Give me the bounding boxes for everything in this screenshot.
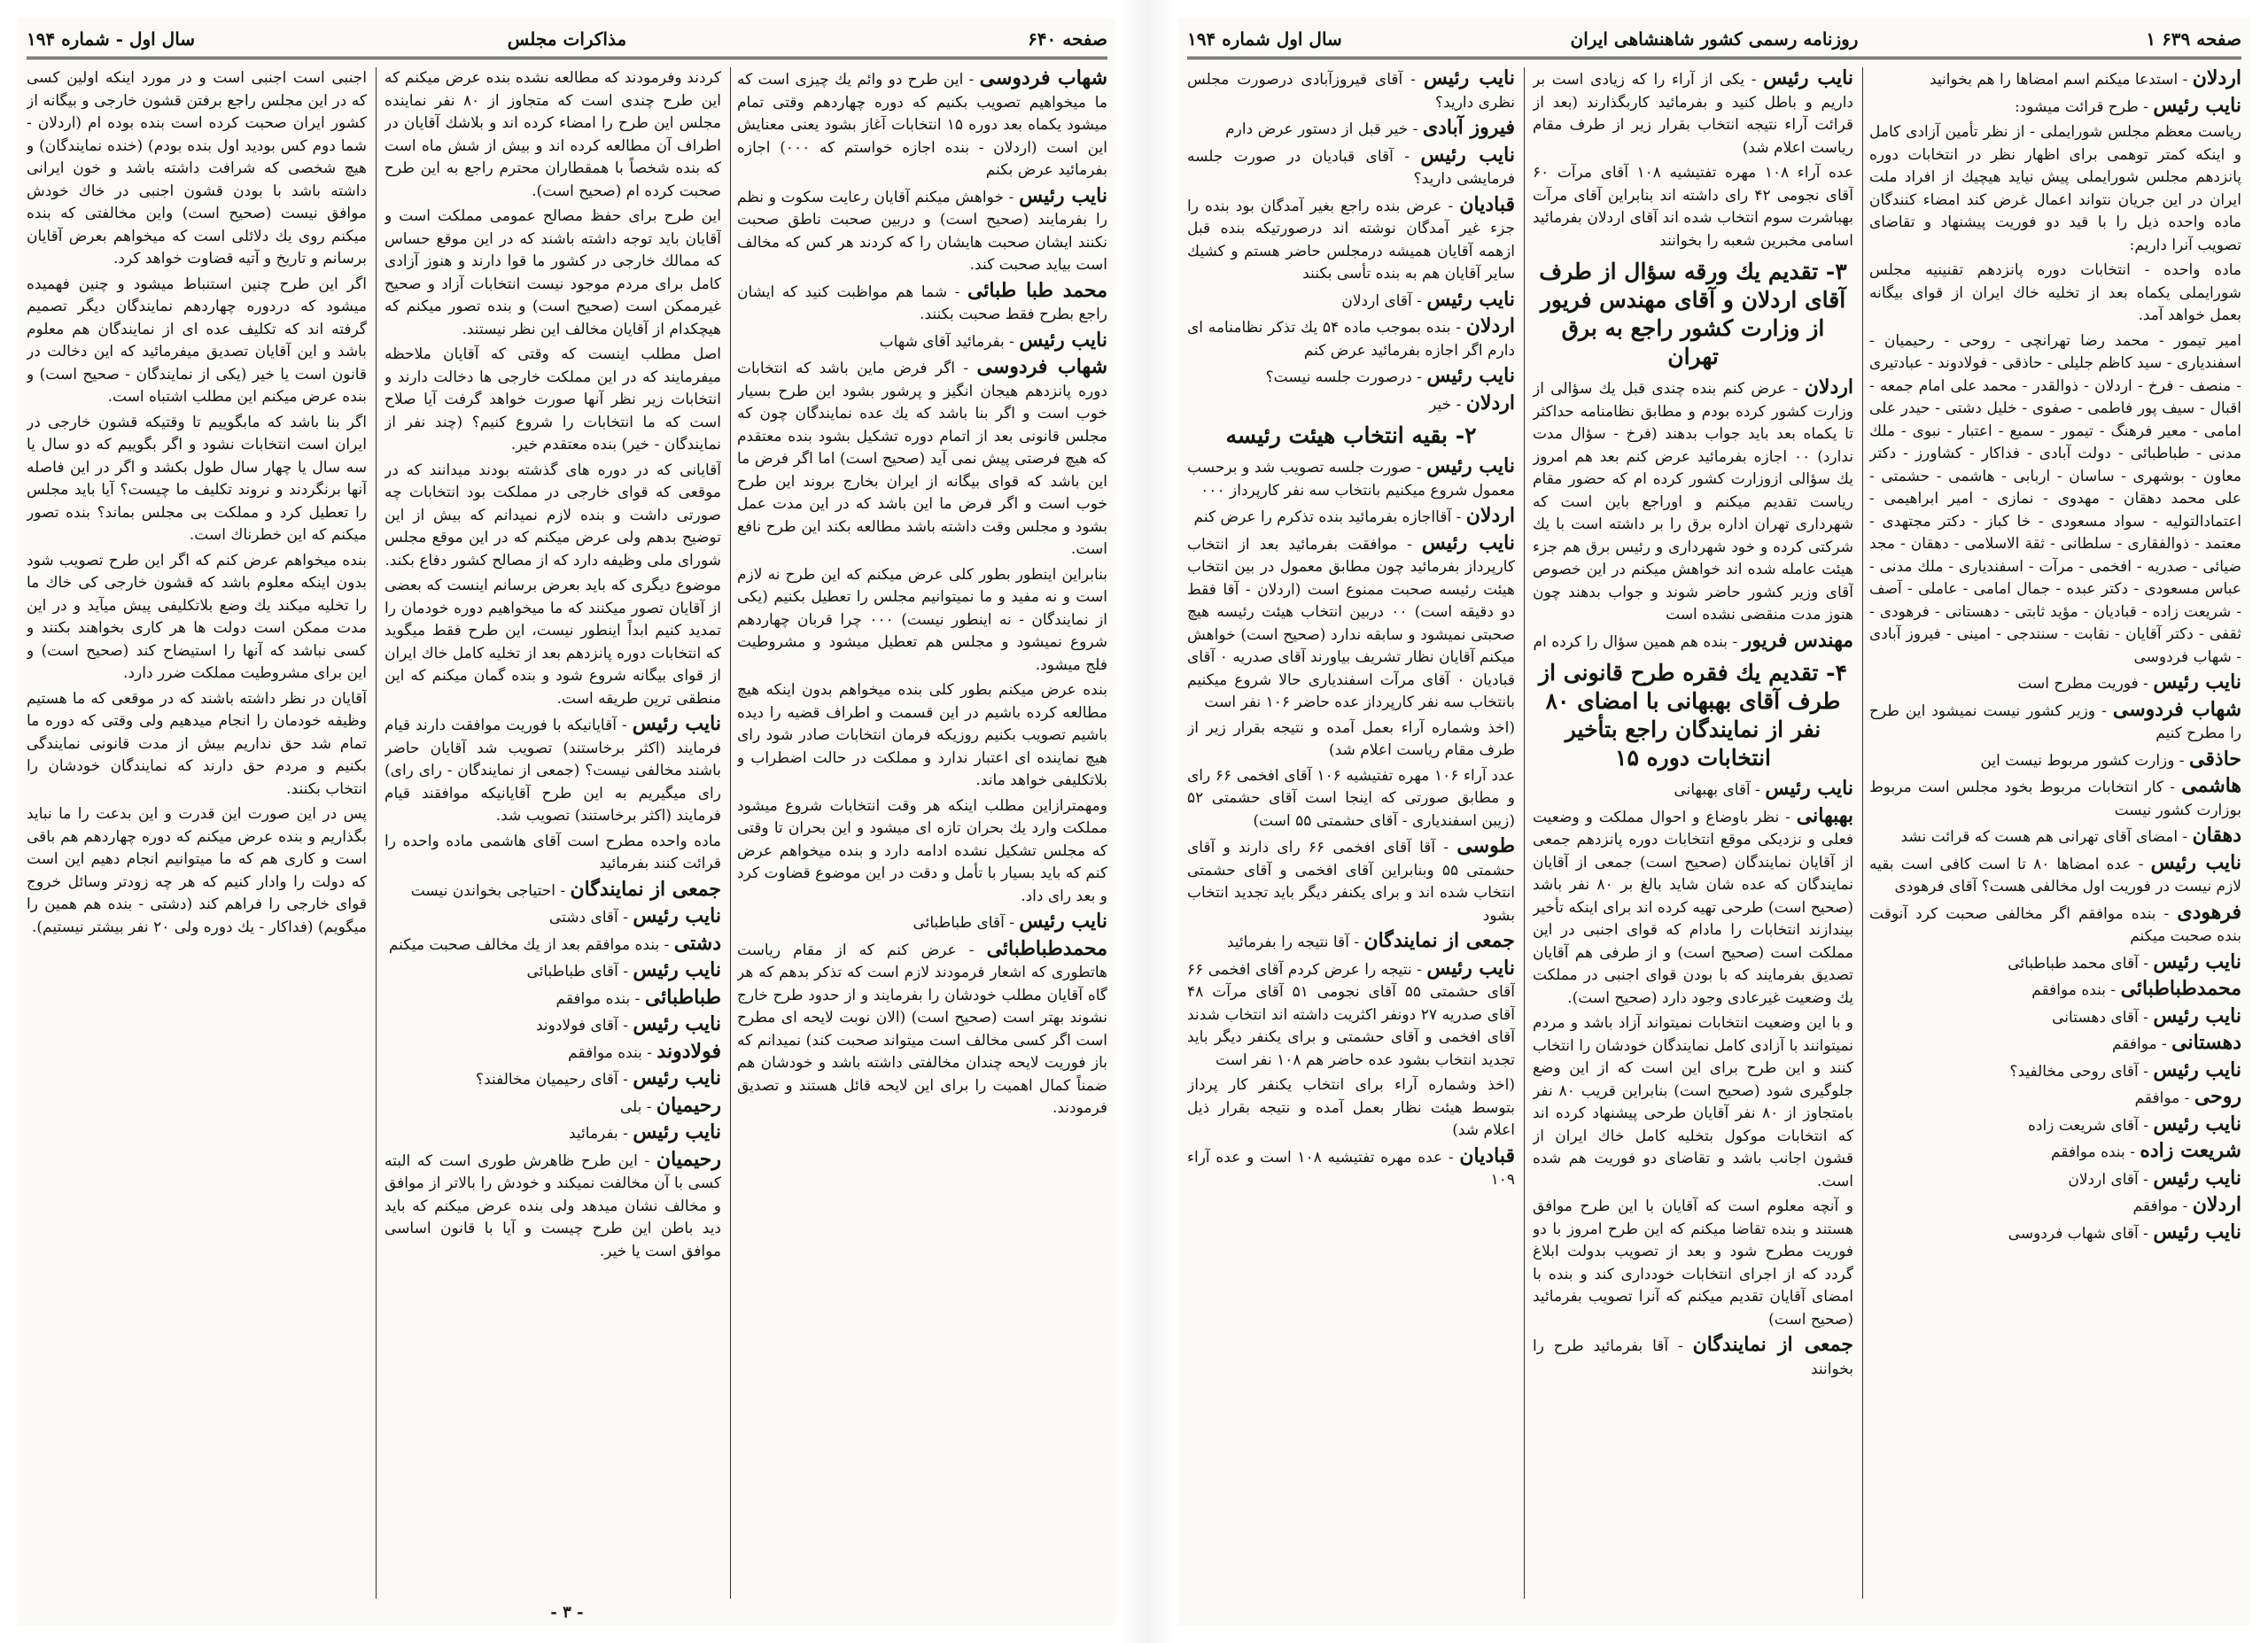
speaker-name: نایب رئیس xyxy=(633,904,721,927)
left-page-header xyxy=(27,25,1107,59)
speaker-name: نایب رئیس xyxy=(1421,531,1515,554)
speech-text: - موافقم xyxy=(2134,1089,2190,1107)
speaker-name: قبادیان xyxy=(1459,1143,1515,1167)
speech-text: - آقای شریعت زاده xyxy=(2027,1116,2148,1135)
speech-text: - آقای دشتی xyxy=(548,909,628,926)
transcript-paragraph xyxy=(737,564,1107,678)
right-page-title: روزنامه رسمی کشور شاهنشاهی ایران xyxy=(1570,28,1859,50)
right-page-issue: سال اول شماره ۱۹۴ xyxy=(1187,28,1342,50)
transcript-paragraph xyxy=(384,575,721,710)
speech-text: - صورت جلسه تصویب شد و برحسب معمول شروع میكنیم بانتخاب سه نفر كارپرداز ۰۰۰ xyxy=(1187,459,1515,500)
speech-text: این طرح برای حفظ مصالح عمومی مملكت است و آقایان باید توجه داشته باشند كه در این موقع حساس كه ممالك خارجی در كشور ما قوا دارند و هنوز آزادی كامل برای مردم موجود نیست انتخابات آزاد و صحیح غیرممكن است (صحیح است) و بنده تصور میكنم كه هیچكدام از آقایان مخالف این نظر نیستند. xyxy=(384,207,721,338)
transcript-paragraph xyxy=(1187,289,1515,314)
right-column-right xyxy=(1187,67,1515,1599)
speech-text: - عرض كنم كه از مقام ریاست هاتطورى كه اشعار فرمودند لازم است كه تذكر بدهم كه هر گاه آقایان مطلب خودشان را بفرمایند و از حدود طرح خارج نشوند بهتر است (صحیح است) (الان نوبت لایحه ای مطرح است اگر كسی مخالف است میتواند صحبت كند) نمیدانم كه باز فوریت لایحه چندان مخالفتی داشته باشد و خودشان هم ضمناً كمال اهمیت را برای این لایحه قائل هستند و تصدیق فرمودند. xyxy=(737,941,1107,1117)
transcript-paragraph xyxy=(737,329,1107,354)
transcript-paragraph xyxy=(1187,765,1515,833)
speech-text: - موافقت بفرمائید بعد از انتخاب كارپرداز بفرمائید چون مطابق معمول در بین انتخاب هیئت رئیسه صحبت ممنوع است (اردلان - آقا فقط دو دقیقه است) ۰۰ دربین انتخاب هیئت رئیسه هیچ صحبتی نمیشود و سابقه ندارد (صحیح است) خواهش میكنم آقایان نظار تشریف بیاورند آقای صدریه ۰ آقای قبادیان ۰ آقای مرآت اسفندیاری حالا شروع میكنیم بانتخاب سه نفر كارپرداز عده حاضر ۱۰۶ نفر است xyxy=(1187,535,1515,711)
transcript-paragraph xyxy=(384,1013,721,1038)
transcript-paragraph xyxy=(384,205,721,341)
speech-text: - بنده موافقم xyxy=(2031,981,2117,999)
speech-text: - آقا بفرمائید طرح را بخوانند xyxy=(1533,1337,1853,1378)
transcript-paragraph xyxy=(384,1149,721,1264)
column-divider xyxy=(730,67,731,1599)
speech-text: كردند وفرمودند كه مطالعه نشده بنده عرض میكنم كه این طرح چندی است كه متجاوز از ۸۰ نفر نماینده مجلس این طرح را امضاء كرده اند و بلاشك آقایان در اطراف آن مطالعه كرده اند و بیش از شش ماه است كه بنده شخصاً با همقطاران محترم راجع به این طرح صحبت كرده ام (صحیح است). xyxy=(384,69,721,200)
speech-text: - اگر فرض ماین باشد كه انتخابات دوره پانزدهم هیجان انگیز و پرشور بشود این طرح بسیار خوب است و اگر بنا باشد كه یك عده نمایندگان چون كه مجلس قانونی بعد از اتمام دوره تشکیل بشود بنده معتقدم كه هیچ فرصتی پیش نمی آید (صحیح است) اما اگر فرض ما این باشد كه قوای بیگانه از ایران بخارج بروند این طرح خوب است و اگر فرض ما این باشد كه در این مدت عمل بشود و مجلس وقت داشته باشد مطالعه بكند این طرح نافع است. xyxy=(737,360,1107,558)
left-column-left xyxy=(27,67,367,1599)
speaker-name: نایب رئیس xyxy=(1426,364,1515,387)
speaker-name: نایب رئیس xyxy=(1019,328,1107,352)
section-heading: ۲- بقیه انتخاب هیئت رئیسه xyxy=(1225,422,1477,448)
speech-text: - بنده بموجب ماده ۵۴ یك تذكر نظامنامه ای دارم اگر اجازه بفرمائید عرض كنم xyxy=(1187,319,1515,360)
speech-text: - شما هم مواظبت كنید كه ایشان راجع بطرح فقط صحبت بكنند. xyxy=(737,283,1107,323)
speech-text: بنده میخواهم عرض كنم كه اگر این طرح تصویب شود بدون اینكه معلوم باشد كه قشون خارجی كی خاك ما را تخلیه میكند یك وضع بلاتكلیفی پیش میآید و در این مدت ممكن است دولت ها هر كاری بخواهند بكنند و كسی نباشد كه آنها را استیضاح كند (صحیح است) و این برای مشروطیت مملكت ضرر دارد. xyxy=(27,551,367,682)
speaker-name: طوسی xyxy=(1456,834,1515,857)
speaker-name: محمد طبا طبائی xyxy=(967,278,1107,302)
transcript-paragraph xyxy=(1533,376,1853,627)
speech-text: - بنده موافقم اگر مخالفی صحبت كرد آنوقت بنده صحبت میكنم xyxy=(1869,904,2241,945)
transcript-paragraph xyxy=(384,344,721,457)
speaker-name: شهاب فردوسی xyxy=(976,355,1107,378)
speech-text: - بنده موافقم xyxy=(555,989,641,1008)
transcript-paragraph xyxy=(737,911,1107,935)
speech-text: - بفرمائید xyxy=(569,1125,628,1143)
speech-text: - آقای روحی مخالفید؟ xyxy=(2009,1062,2148,1081)
transcript-paragraph xyxy=(1869,671,2241,696)
transcript-paragraph xyxy=(384,713,721,828)
transcript-paragraph xyxy=(384,959,721,984)
speech-text: - طرح قرائت میشود: xyxy=(2014,97,2148,116)
column-divider xyxy=(1524,67,1525,1599)
speech-text: ریاست معظم مجلس شورایملی - از نظر تأمین آزادی كامل و اینكه كمتر توهمی برای اظهار نظر در انتخابات دوره پانزدهم مجلس شورایملی پیش نیاید هیچیك از افراد ملت ایران در این جریان نتواند اعمال غرض كند امضاء كنندگان ماده واحده ذیل را با قید دو فوریت پیشنهاد و تقاضای تصویب آنرا داریم: xyxy=(1869,123,2241,254)
speech-text: و با این وضعیت انتخابات نمیتواند آزاد باشد و مردم نمیتوانند با آزادی كامل نمایندگان خودشان را انتخاب كنند و این طرح برای این است كه از این وضع جلوگیری شود (صحیح است) بنابراین قریب ۸۰ نفر بامتجاوز از ۸۰ نفر آقایان طرحی پیشنهاد كرده اند كه انتخابات موكول بتخلیه كامل خاك ایران از قشون اجانب باشد و تقاضای دو فوریت هم شده است. xyxy=(1533,1014,1853,1190)
speaker-name: نایب رئیس xyxy=(2153,1004,2241,1027)
section-heading: ۴- تقدیم یك فقره طرح قانونی از طرف آقای بهبهانی با امضای ۸۰ نفر از نمایندگان راجع بتأخیر انتخابات دوره ۱۵ xyxy=(1539,660,1847,771)
speaker-name: نایب رئیس xyxy=(2153,1058,2241,1081)
binding-gutter xyxy=(1121,0,1174,1643)
right-column-middle xyxy=(1533,67,1853,1599)
speech-text: - بنده موافقم بعد از یك مخالف صحبت میكنم xyxy=(388,935,670,954)
speech-text: - بنده موافقم xyxy=(2051,1143,2135,1161)
left-page-title: مذاکرات مجلس xyxy=(507,28,627,50)
speech-text: عده آراء ۱۰۸ مهره تفتیشیه ۱۰۸ آقای مرآت ۶۰ آقای نجومی ۴۲ رای داشته اند بنابراین آقای مرآت بهباشرت سوم انتخاب شده اند آقای اردلان بفرمائید اسامی مخبرین شعبه را بخوانند xyxy=(1533,164,1853,250)
transcript-paragraph xyxy=(1869,1113,2241,1138)
transcript-paragraph xyxy=(1187,365,1515,390)
speaker-name: شهاب فردوسی xyxy=(979,67,1107,89)
speaker-name: نایب رئیس xyxy=(2153,1112,2241,1135)
speaker-name: شریعت زاده xyxy=(2140,1139,2241,1162)
transcript-paragraph xyxy=(1533,1012,1853,1193)
transcript-paragraph xyxy=(1187,315,1515,362)
speech-text: بنده عرض میكنم بطور كلی بنده میخواهم بدون اینكه هیچ مطالعه كرده باشیم در این قسمت و اطراف قضیه را دیده باشیم تصویب بكنیم روزیكه فرمان انتخابات صادر شود رای هیچ نماینده ای اعتبار ندارد و مملكت در حالت اضطراب و بلاتكلیفی خواهد ماند. xyxy=(737,681,1107,789)
speaker-name: نایب رئیس xyxy=(1019,183,1107,207)
transcript-paragraph xyxy=(27,274,367,409)
left-column-right xyxy=(737,67,1107,1599)
speech-text: اصل مطلب اینست كه وقتی كه آقایان ملاحظه میفرمایند كه در این مملكت خارجی ها دخالت دارند و انتخابات زیر نظر آنها صورت خواهد گرفت آیا صلاح است كه ما انتخابات را شروع كنیم؟ (چند نفر از نمایندگان - خیر) بنده معتقدم خیر. xyxy=(384,345,721,453)
transcript-paragraph xyxy=(1869,1167,2241,1192)
speaker-name: اردلان xyxy=(2192,1193,2241,1216)
transcript-paragraph xyxy=(384,1095,721,1120)
speech-text: عدد آراء ۱۰۶ مهره تفتیشیه ۱۰۶ آقای افخمی ۶۶ رای و مطابق صورتی كه اینجا است آقای حشمتی ۵۲ (زیبن اسفندیاری - آقای حشمتی ۵۵ است) xyxy=(1187,766,1515,830)
speech-text: اگر این طرح چنین استنباط میشود و چنین فهمیده میشود كه دردوره چهاردهم نمایندگان دیگر تصمیم گرفته اند كه تكلیف عده ای از نمایندگان هم معلوم باشد و این آقایان تصدیق میفرمائید كه این دخالت در قانون است یا خیر (یكی از نمایندگان - صحیح است) و بنده عرض میكنم این مطلب اشتباه است. xyxy=(27,275,367,406)
speaker-name: بهبهانی xyxy=(1796,803,1853,827)
speaker-name: نایب رئیس xyxy=(2153,1220,2241,1244)
transcript-paragraph xyxy=(737,67,1107,182)
transcript-paragraph xyxy=(384,879,721,903)
speaker-name: نایب رئیس xyxy=(2153,949,2241,973)
transcript-paragraph xyxy=(737,795,1107,909)
speaker-name: نایب رئیس xyxy=(1423,67,1515,89)
transcript-paragraph xyxy=(1869,1140,2241,1165)
speech-text: - آقا نتیجه را بفرمائید xyxy=(1226,934,1360,951)
speech-text: ماده واحده مطرح است آقای هاشمی ماده واحده را قرائت كنند بفرمائید xyxy=(384,832,721,872)
speaker-name: دشتی xyxy=(673,931,721,955)
speaker-name: محمدطباطبائی xyxy=(986,936,1107,960)
transcript-paragraph xyxy=(737,280,1107,327)
speech-text: - عرض بنده راجع بغیر آمدگان بود بنده را جزء غیر آمدگان نوشته اند درصورتیكه بنده قبل ازهمه آقایان همیشه درمجلس حاضر هستم و كشیك سایر آقایان هم به بنده تأسی بكنند xyxy=(1187,197,1515,283)
speech-text: - بلی xyxy=(619,1097,652,1116)
transcript-paragraph xyxy=(1187,144,1515,191)
speaker-name: نایب رئیس xyxy=(633,1066,721,1089)
transcript-paragraph xyxy=(384,1067,721,1092)
speaker-name: نایب رئیس xyxy=(1765,777,1853,800)
transcript-paragraph xyxy=(27,803,367,939)
speech-text: - عده امضاها ۸۰ تا است كافی است بقیه لازم نیست در فوریت اول مخالفی هست؟ آقای فرهودی xyxy=(1869,855,2241,895)
speech-text: - آقای دهستانی xyxy=(2052,1008,2148,1027)
right-page-number: ۱ صفحه ۶۳۹ xyxy=(2146,28,2241,50)
speech-text: - موافقم xyxy=(2111,1035,2167,1053)
speech-text: - یكی از آراء را كه زیادی است بر داریم و باطل كنید و بفرمائید كاربگذارند (بعد از قرائت آراء نتیجه انتخاب بقرار زیر از طرف مقام ریاست اعلام شد) xyxy=(1533,71,1853,157)
speaker-name: نایب رئیس xyxy=(1426,287,1515,311)
speech-text: - آقای طباطبائی xyxy=(913,914,1014,932)
transcript-paragraph xyxy=(1869,775,2241,822)
transcript-paragraph xyxy=(1187,532,1515,715)
speech-text: موضوع دیگری كه باید بعرض برسانم اینست كه بعضی از آقایان تصور میكنند كه ما میخواهیم دوره خودمان را تمدید كنیم ابداً اینطور نیست، این طرح فقط میگوید كه انتخابات دوره پانزدهم بعد از تخلیه كامل خاك ایران از قوای بیگانه شروع شود و بنده گمان میكنم كه این منطقی ترین طریقه است. xyxy=(384,577,721,708)
speech-text: - این طرح دو وائم یك چیزی است كه ما میخواهیم تصویب بكنیم كه دوره چهاردهم وقتی تمام میشود یكماه بعد دوره ۱۵ انتخابات آغاز بشود یعنی معنایش این است (اردلان - بنده اجازه خواستم كه ۰۰۰) اجازه بفرمائید عرض بكنم xyxy=(737,71,1107,179)
transcript-paragraph xyxy=(1187,117,1515,142)
speech-text: بنابراین اینطور بطور كلی عرض میكنم كه این طرح نه لازم است و نه مفید و ما نمیتوانیم مجلس را تعطیل بكنیم (یكی از نمایندگان - نه اینطور نیست) ۰۰۰ چرا قربان چهاردهم شروع نمیشود و مجلس هم تعطیل میشود و مشروطیت فلج میشود. xyxy=(737,565,1107,674)
transcript-paragraph xyxy=(384,987,721,1011)
speaker-name: نایب رئیس xyxy=(2153,670,2241,694)
speech-text: - وزارت كشور مربوط نیست این xyxy=(1980,751,2185,770)
transcript-paragraph xyxy=(384,831,721,876)
speech-text: (اخذ وشماره آراء برای انتخاب یكنفر كار پرداز بتوسط هیئت نظار بعمل آمده و نتیجه بقرار ذیل اعلام شد) xyxy=(1187,1076,1515,1139)
speech-text: آقایان در نظر داشته باشند كه در موقعی كه ما هستیم وظیفه خودمان را انجام میدهیم ولی وقتی كه دوره ما تمام شد حق نداریم بیش از مدت قانونی نمایندگی بكنیم و مردم حق دارند كه نمایندگان خودشان را انتخاب بكنند. xyxy=(27,689,367,798)
speaker-name: اردلان xyxy=(1804,376,1853,399)
speaker-name: روحی xyxy=(2194,1085,2241,1108)
speech-text: - درصورت جلسه نیست؟ xyxy=(1265,368,1422,386)
section-heading: ۳- تقدیم یك ورقه سؤال از طرف آقای اردلان و آقای مهندس فریور از وزارت كشور راجع به برق تهران xyxy=(1539,259,1847,369)
speech-text: - بنده موافقم xyxy=(568,1043,653,1062)
speech-text: - آقایانیكه با فوریت موافقت دارند قیام فرمایند (اکثر برخاستند) تصویب شد آقایان حاضر باشند مخالفی نیست؟ (جمعی از نمایندگان - رای رای) رای میگیریم به این طرح آقایانیكه موافقند قیام فرمایند (اکثر برخاستند) تصویب شد. xyxy=(384,717,721,825)
transcript-paragraph xyxy=(384,933,721,957)
speaker-name: جمعی از نمایندگان xyxy=(1692,1333,1853,1356)
right-page-header xyxy=(1187,25,2241,59)
transcript-paragraph xyxy=(1869,825,2241,849)
transcript-paragraph xyxy=(384,67,721,203)
speech-text: - استدعا میكنم اسم امضاها را هم بخوانید xyxy=(1929,71,2188,89)
speaker-name: نایب رئیس xyxy=(633,1120,721,1143)
speech-text: - عده مهره تفتیشیه ۱۰۸ است و عده آراء ۱۰۹ xyxy=(1187,1148,1515,1189)
transcript-paragraph xyxy=(1187,392,1515,417)
speaker-name: رحیمیان xyxy=(656,1093,721,1117)
column-divider xyxy=(376,67,377,1599)
transcript-paragraph xyxy=(1869,121,2241,257)
speech-text: - بفرمائید آقای شهاب xyxy=(879,332,1014,351)
transcript-paragraph xyxy=(1187,505,1515,530)
transcript-paragraph xyxy=(1187,835,1515,927)
transcript-paragraph xyxy=(1187,717,1515,763)
transcript-paragraph xyxy=(1533,805,1853,1011)
speech-text: - نتیجه را عرض كردم آقای افخمی ۶۶ آقای حشمتی ۵۵ آقای نجومی ۵۱ آقای مرآت ۴۸ آقای صدریه ۲۷ دونفر اكثریت داشته اند انتخاب شدند آقای افخمی و آقای حشمتی و برای یكنفر دیگر باید تجدید انتخاب بشود عده حاضر هم ۱۰۸ نفر است xyxy=(1187,960,1515,1069)
speaker-name: نایب رئیس xyxy=(2153,1166,2241,1190)
transcript-paragraph xyxy=(737,938,1107,1120)
transcript-paragraph xyxy=(384,1121,721,1146)
speech-text: - این طرح ظاهرش طوری است كه البته كسی با آن مخالفت نمیكند و خودش را بالاتر از موافق و مخالف نشان میدهد ولی بنده عرض میكنم كه باید دید باطن این طرح چیست و آیا با قانون اساسی موافق است یا خیر. xyxy=(384,1151,721,1260)
transcript-paragraph xyxy=(384,905,721,930)
transcript-paragraph xyxy=(1187,1074,1515,1143)
transcript-paragraph xyxy=(1533,778,1853,802)
speaker-name: فیروز آبادی xyxy=(1422,116,1515,139)
speech-text: - بنده هم همین سؤال را كرده ام xyxy=(1533,632,1738,651)
speaker-name: شهاب فردوسی xyxy=(2112,697,2241,721)
left-page xyxy=(18,18,1116,1625)
speaker-name: اردلان xyxy=(2192,67,2241,89)
transcript-paragraph xyxy=(737,679,1107,793)
transcript-paragraph xyxy=(27,688,367,802)
speech-text: پس در این صورت این قدرت و این بدعت را ما نباید بگذاریم و بنده عرض میكنم كه دوره چهاردهم هم باقی است و كاری هم كه ما میتوانیم انجام دهیم این است كه دولت را وادار كنیم كه هر چه زودتر وسائل خروج قوای خارجی را فراهم كند (دشتی - بنده هم همین را میگویم) (فداكار - یك دوره ولی ۲۰ نفر بیشتر نیستیم). xyxy=(27,805,367,936)
transcript-paragraph xyxy=(1869,951,2241,976)
transcript-paragraph xyxy=(1187,67,1515,114)
left-page-issue: سال اول - شماره ۱۹۴ xyxy=(27,28,196,50)
transcript-paragraph xyxy=(384,460,721,573)
transcript-paragraph xyxy=(737,356,1107,562)
speech-text: - نظر باوضاع و احوال مملكت و وضعیت فعلی و نزدیكی موقع انتخابات دوره پانزدهم جمعی از آقایان نمایندگان (صحیح است) جمعی از آقایان نمایندگان كه عده شان شاید بالغ بر ۸۰ نفر باشد (صحیح است) طرحی تهیه كرده اند برای اینكه تأخیر بیندازند انتخابات را مادام كه قوای اجنبی در این مملكت است (صحیح است) و از طرفی هم آقایان تصدیق بفرمایند كه با بودن قوای اجنبی در مملكت یك وضعیت غیرعادی وجود دارد (صحیح است). xyxy=(1533,808,1853,1007)
speaker-name: جمعی از نمایندگان xyxy=(570,877,721,901)
speaker-name: نایب رئیس xyxy=(633,958,721,981)
speech-text: - عرض كنم بنده چندی قبل یك سؤالی از وزارت كشور كرده بودم و مطابق نظامنامه حداكثر تا یكماه بعد باید جواب بدهند (فرخ - سؤال مدت ندارد) ۰۰ اجازه بفرمائید عرض كنم بعد هم امروز یك سؤالی ازوزارت كشور كرده ام كه حضور مقام ریاست تقدیم میكنم و اوراجع باین است كه شهرداری تهران اداره برق را بر داشته است با یك شركتی كرده و خود شهرداری و رئیس برق هم جزء هیئت عامله شده اند خواهش میكنم در این خصوص آقای وزیر كشور حاضر شوند و جواب بدهند چون هنوز مدت منقضی نشده است xyxy=(1533,380,1853,624)
transcript-paragraph xyxy=(1869,260,2241,328)
speech-text: - آقای فیروزآبادی درصورت مجلس نظری دارید؟ xyxy=(1187,71,1515,112)
speaker-name: نایب رئیس xyxy=(1426,454,1515,477)
left-column-middle xyxy=(384,67,721,1599)
speech-text: - امضای آقای تهرانی هم هست كه قرائت نشد xyxy=(1900,828,2188,846)
speaker-name: هاشمی xyxy=(2181,774,2241,797)
speech-text: امیر تیمور - محمد رضا تهرانچی - روحی - رحیمیان - اسفندیاری - سید كاظم جلیلی - حاذقی - فولادوند - عبادتیری - منصف - فرخ - اردلان - ذوالقدر - محمد علی امام جمعه - اقبال - سیف پور فاطمی - صفوی - خلیل دشتی - حیدر علی امامی - معیر فرهنگ - تیمور - سمیع - اعتبار - نبوی - ملك مدنی - طباطبائی - دولت آبادی - فداكار - كشاورز - دكتر معاون - بوشهری - ساسان - اربابی - هاشمی - حشمتی - علی محمد دهقان - مهدوی - نمازی - امیر ابراهیمی - اعتمادالتولیه - سواد مسعودی - خا كباز - دكتر مجتهدی - معتمد - ذوالفقاری - سلطانی - ثقة الاسلامی - دهقان - مجد ضیائی - صدریه - افخمی - مرآت - اسفندیاری - ملك مدنی - عباس مسعودی - دكتر عبده - جمال امامی - عاملی - آصف - شریعت زاده - قبادیان - مؤید ثابتی - دهستانی - فرهودی - ثقفی - دكتر آقایان - نقابت - سنندجی - امینی - فیروز آبادی - شهاب فردوسی xyxy=(1869,331,2241,666)
transcript-paragraph xyxy=(1187,930,1515,955)
speech-text: - وزیر كشور نیست نمیشود این طرح را مطرح كنیم xyxy=(1869,701,2241,742)
transcript-paragraph xyxy=(1187,194,1515,286)
speaker-name: حاذقی xyxy=(2189,747,2241,771)
speaker-name: رحیمیان xyxy=(656,1147,721,1171)
transcript-paragraph xyxy=(1869,978,2241,1003)
speech-text: - آقای اردلان xyxy=(1341,291,1422,310)
speech-text: ومهمترازاین مطلب اینکه هر وقت انتخابات شروع میشود مملکت وارد یك بحران تازه ای میشود و این بحران تا وقتی كه مجلس تشکیل نشده ادامه دارد و بنده میخواهم عرض كنم كه باید بسیار با تأمل و دقت در این موضوع قضاوت كرد و بعد رای داد. xyxy=(737,796,1107,905)
speaker-name: نایب رئیس xyxy=(632,712,721,735)
speaker-name: نایب رئیس xyxy=(1019,910,1107,933)
right-page xyxy=(1178,18,2250,1625)
transcript-paragraph xyxy=(1869,852,2241,899)
speech-text: - كار انتخابات مربوط بخود مجلس است مربوط بوزارت كشور نیست xyxy=(1869,779,2241,819)
speaker-name: دهستانی xyxy=(2171,1031,2241,1054)
transcript-paragraph xyxy=(27,550,367,686)
transcript-paragraph xyxy=(1187,455,1515,502)
transcript-paragraph xyxy=(1533,67,1853,159)
speaker-name: جمعی از نمایندگان xyxy=(1363,929,1515,952)
speaker-name: محمدطباطبائی xyxy=(2120,977,2241,1000)
speaker-name: نایب رئیس xyxy=(633,1012,721,1035)
speech-text: - آقا آقای افخمی ۶۶ رای دارند و آقای حشمتی ۵۵ وبنابراین آقای افخمی و آقای حشمتی انتخاب شده اند و برای یكنفر دیگر باید تجدید انتخاب بشود xyxy=(1187,839,1515,925)
transcript-paragraph xyxy=(1533,630,1853,655)
transcript-paragraph xyxy=(1533,1196,1853,1331)
right-column-left xyxy=(1869,67,2241,1599)
column-divider xyxy=(1862,67,1863,1599)
speech-text: - آقای اردلان xyxy=(2068,1170,2148,1189)
speaker-name: نایب رئیس xyxy=(2150,850,2241,874)
transcript-paragraph xyxy=(1187,1145,1515,1192)
transcript-paragraph xyxy=(27,67,367,271)
speaker-name: نایب رئیس xyxy=(1420,143,1515,167)
speech-text: - آقای قبادیان در صورت جلسه فرمایشی دارید؟ xyxy=(1187,147,1515,188)
speaker-name: طباطبائی xyxy=(644,985,721,1009)
transcript-paragraph xyxy=(1187,957,1515,1073)
transcript-paragraph xyxy=(1869,699,2241,746)
transcript-paragraph xyxy=(1869,67,2241,92)
speaker-name: اردلان xyxy=(1465,391,1515,415)
speech-text: - موافقم xyxy=(2132,1197,2188,1215)
speech-text: - فوریت مطرح است xyxy=(2017,675,2148,693)
speaker-name: مهندس فریور xyxy=(1742,628,1853,652)
transcript-paragraph xyxy=(27,412,367,547)
speech-text: - آقای محمد طباطبائی xyxy=(2008,954,2148,973)
speech-text: آقایانی كه در دوره های گذشته بودند میدانند كه در موقعی كه قوای خارجی در مملكت بود انتخابات چه صورتی داشت و بنده لازم نمیدانم كه بیش از این توضیح بدهم ولی عرض میكنم كه در این موقع مجلس شورای ملی وظیفه دارد كه از مصالح كشور دفاع بكند. xyxy=(384,461,721,570)
speech-text: - خیر قبل از دستور عرض دارم xyxy=(1225,120,1418,138)
left-page-number: صفحه ۶۴۰ xyxy=(1028,28,1107,50)
transcript-paragraph xyxy=(384,1041,721,1066)
speech-text: - آقای طباطبائی xyxy=(526,963,628,980)
speaker-name: اردلان xyxy=(1465,314,1515,337)
speaker-name: قبادیان xyxy=(1459,192,1515,216)
transcript-paragraph xyxy=(1869,1194,2241,1219)
speech-text: - آقای شهاب فردوسی xyxy=(2008,1224,2148,1243)
speech-text: - احتیاجی بخواندن نیست xyxy=(410,881,566,900)
speech-text: - آقای فولادوند xyxy=(536,1017,628,1035)
transcript-paragraph xyxy=(1869,1086,2241,1111)
left-page-footer: - ۳ - xyxy=(550,1603,584,1622)
speech-text: اگر بنا باشد كه مابگوییم تا وقتیكه قشون خارجی در ایران است انتخابات نشود و اگر بگوییم كه دو سال یا سه سال یا چهار سال طول بكشد و اگر در این فاصله آنها برنگردند و نروند تكلیف ما چیست؟ آیا باید مجلس را تعطیل كرد و مملكت بی مجلس بماند؟ بنده تصور میكنم كه این خطرناك است. xyxy=(27,413,367,544)
speech-text: - آقای رحیمیان مخالفند؟ xyxy=(476,1071,628,1089)
speaker-name: نایب رئیس xyxy=(1763,67,1853,89)
speaker-name: نایب رئیس xyxy=(2153,93,2241,117)
transcript-paragraph xyxy=(1533,162,1853,252)
speech-text: - آقااجازه بفرمائید بنده تذكرم را عرض كنم xyxy=(1193,508,1462,526)
transcript-paragraph xyxy=(737,185,1107,277)
speech-text: - آقای بهبهانی xyxy=(1674,781,1760,799)
transcript-paragraph xyxy=(1869,330,2241,670)
transcript-paragraph xyxy=(1869,748,2241,773)
speaker-name: فولادوند xyxy=(656,1039,721,1063)
transcript-paragraph xyxy=(1869,1059,2241,1084)
speaker-name: اردلان xyxy=(1465,504,1515,527)
speech-text: - خیر xyxy=(1429,395,1462,414)
transcript-paragraph xyxy=(1533,1334,1853,1381)
speaker-name: نایب رئیس xyxy=(1426,956,1515,980)
speech-text: ماده واحده - انتخابات دوره پانزدهم تقنینیه مجلس شورایملی یكماه بعد از تخلیه خاك ایران از قوای بیگانه بعمل خواهد آمد. xyxy=(1869,261,2241,324)
transcript-paragraph xyxy=(1869,902,2241,949)
speaker-name: فرهودی xyxy=(2177,900,2241,924)
speech-text: اجنبی است اجنبی است و در مورد اینكه اولین كسی كه در این مجلس راجع برفتن قشون خارجی و بیگانه از كشور ایران صحبت كرده است بنده بوده ام (اردلان - شما دوم كس بودید اول بنده بودم) (خنده نمایندگان) و هیچ شخصی كه شرافت داشته باشد و خون ایرانی داشته باشد با بودن قشون اجنبی در خاك خودش موافق نیست (صحیح است) واین مخالفتی كه بنده میكنم روی یك دلائلی است كه میخواهم بعرض آقایان برسانم و تاریخ و آتیه قضاوت خواهد كرد. xyxy=(27,69,367,267)
transcript-paragraph xyxy=(1869,1005,2241,1030)
transcript-paragraph xyxy=(1869,95,2241,120)
speaker-name: دهقان xyxy=(2192,824,2241,847)
speech-text: و آنچه معلوم است كه آقایان با این طرح موافق هستند و بنده تقاضا میكنم كه این طرح امروز با دو فوریت مطرح شود و بعد از تصویب بدولت ابلاغ گردد كه از اجرای انتخابات خودداری كند و بنده با امضای آقایان تقدیم میكنم كه آنرا تصویب بفرمائید (صحیح است) xyxy=(1533,1197,1853,1329)
speech-text: (اخذ وشماره آراء بعمل آمده و نتیجه بقرار زیر از طرف مقام ریاست اعلام شد) xyxy=(1187,718,1515,759)
transcript-paragraph xyxy=(1869,1221,2241,1246)
transcript-paragraph xyxy=(1869,1032,2241,1057)
speech-text: - خواهش میكنم آقایان رعایت سکوت و نظم را بفرمایند (صحیح است) و دربین صحبت ناطق صحبت نكنند ایشان صحبت هایشان را كه كردند هر كس كه مخالف است بیاید صحبت كند. xyxy=(737,188,1107,274)
